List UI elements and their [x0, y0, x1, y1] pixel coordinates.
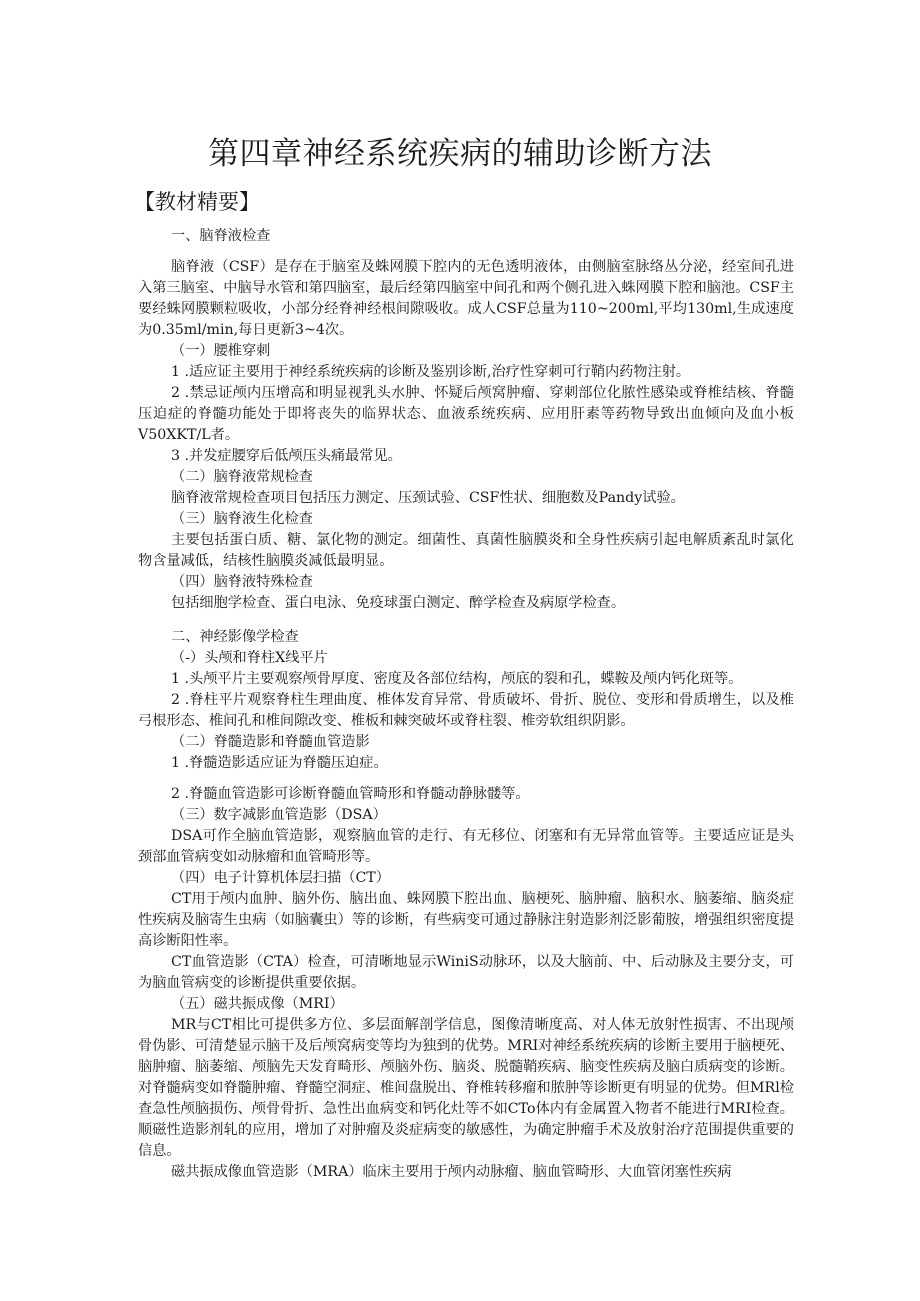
subsection-heading: （五）磁共振成像（MRI） [171, 996, 344, 1012]
paragraph: 包括细胞学检查、蛋白电泳、免疫球蛋白测定、醉学检查及病原学检查。 [171, 595, 626, 611]
paragraph: 2 .禁忌证颅内压增高和明显视乳头水肿、怀疑后颅窝肿瘤、穿刺部位化脓性感染或脊椎结核、脊髓压迫症的脊髓功能处于即将丧失的临界状态、血液系统疾病、应用肝素等药物导致出血倾向及血小板V50XKT/L者。 [138, 385, 794, 443]
subsection-heading: （四）电子计算机体层扫描（CT） [171, 870, 390, 886]
paragraph: 1 .适应证主要用于神经系统疾病的诊断及鉴别诊断,治疗性穿刺可行鞘内药物注射。 [171, 364, 691, 380]
paragraph: CT用于颅内血肿、脑外伤、脑出血、蛛网膜下腔出血、脑梗死、脑肿瘤、脑积水、脑萎缩、脑炎症性疾病及脑寄生虫病（如脑囊虫）等的诊断，有些病变可通过静脉注射造影剂泛影葡胺，增强组织密度提高诊断阳性率。 [138, 891, 794, 949]
paragraph: 2 .脊柱平片观察脊柱生理曲度、椎体发育异常、骨质破坏、骨折、脱位、变形和骨质增生，以及椎弓根形态、椎间孔和椎间隙改变、椎板和棘突破坏或脊柱裂、椎旁软组织阴影。 [138, 692, 794, 729]
subsection-heading: （二）脊髓造影和脊髓血管造影 [171, 734, 370, 750]
subsection-heading: （四）脑脊液特殊检查 [171, 574, 313, 590]
paragraph: 磁共振成像血管造影（MRA）临床主要用于颅内动脉瘤、脑血管畸形、大血管闭塞性疾病 [171, 1164, 732, 1180]
subsection-heading: （二）脑脊液常规检查 [171, 469, 313, 485]
paragraph: 脑脊液常规检查项目包括压力测定、压颈试验、CSF性状、细胞数及Pandy试验。 [171, 490, 685, 506]
summary-heading: 【教材精要】 [134, 190, 260, 214]
subsection-heading: （三）脑脊液生化检查 [171, 511, 313, 527]
paragraph: CT血管造影（CTA）检查，可清晰地显示WiniS动脉环，以及大脑前、中、后动脉及主要分支，可为脑血管病变的诊断提供重要依据。 [138, 954, 794, 991]
paragraph: MR与CT相比可提供多方位、多层面解剖学信息，图像清晰度高、对人体无放射性损害、不出现颅骨伪影、可清楚显示脑干及后颅窝病变等均为独到的优势。MRI对神经系统疾病的诊断主要用于脑梗死、脑肿瘤、脑萎缩、颅脑先天发育畸形、颅脑外伤、脑炎、脱髓鞘疾病、脑变性疾病及脑白质病变的诊断。对脊髓病变如脊髓肿瘤、脊髓空洞症、椎间盘脱出、脊椎转移瘤和脓肿等诊断更有明显的优势。但MRl检查急性颅脑损伤、颅骨骨折、急性出血病变和钙化灶等不如CTo体内有金属置入物者不能进行MRI检查。顺磁性造影剂轧的应用，增加了对肿瘤及炎症病变的敏感性，为确定肿瘤手术及放射治疗范围提供重要的信息。 [138, 1017, 794, 1159]
paragraph: 2 .脊髓血管造影可诊断脊髓血管畸形和脊髓动静脉髅等。 [171, 786, 530, 802]
subsection-heading: （三）数字减影血管造影（DSA） [171, 807, 387, 823]
page-title: 第四章神经系统疾病的辅助诊断方法 [208, 136, 712, 172]
paragraph: 脑脊液（CSF）是存在于脑室及蛛网膜下腔内的无色透明液体，由侧脑室脉络丛分泌，经室间孔进入第三脑室、中脑导水管和第四脑室，最后经第四脑室中间孔和两个侧孔进入蛛网膜下腔和脑池。CSF主要经蛛网膜颗粒吸收，小部分经脊神经根间隙吸收。成人CSF总量为110~200ml,平均130ml,生成速度为0.35ml/min,每日更新3~4次。 [138, 259, 794, 338]
paragraph: 1 .脊髓造影适应证为脊髓压迫症。 [171, 755, 388, 771]
paragraph: 1 .头颅平片主要观察颅骨厚度、密度及各部位结构，颅底的裂和孔，蝶鞍及颅内钙化斑等。 [171, 671, 743, 687]
document-body [138, 225, 794, 1183]
subsection-heading: （一）腰椎穿刺 [171, 343, 271, 359]
paragraph: DSA可作全脑血管造影，观察脑血管的走行、有无移位、闭塞和有无异常血管等。主要适应证是头颈部血管病变如动脉瘤和血管畸形等。 [138, 828, 794, 865]
section-heading: 二、神经影像学检查 [171, 629, 299, 645]
subsection-heading: （-）头颅和脊柱X线平片 [171, 650, 328, 666]
paragraph: 3 .并发症腰穿后低颅压头痛最常见。 [171, 448, 402, 464]
section-heading: 一、脑脊液检查 [171, 228, 271, 244]
paragraph: 主要包括蛋白质、糖、氯化物的测定。细菌性、真菌性脑膜炎和全身性疾病引起电解质紊乱时氯化物含量减低，结核性脑膜炎减低最明显。 [138, 532, 794, 569]
